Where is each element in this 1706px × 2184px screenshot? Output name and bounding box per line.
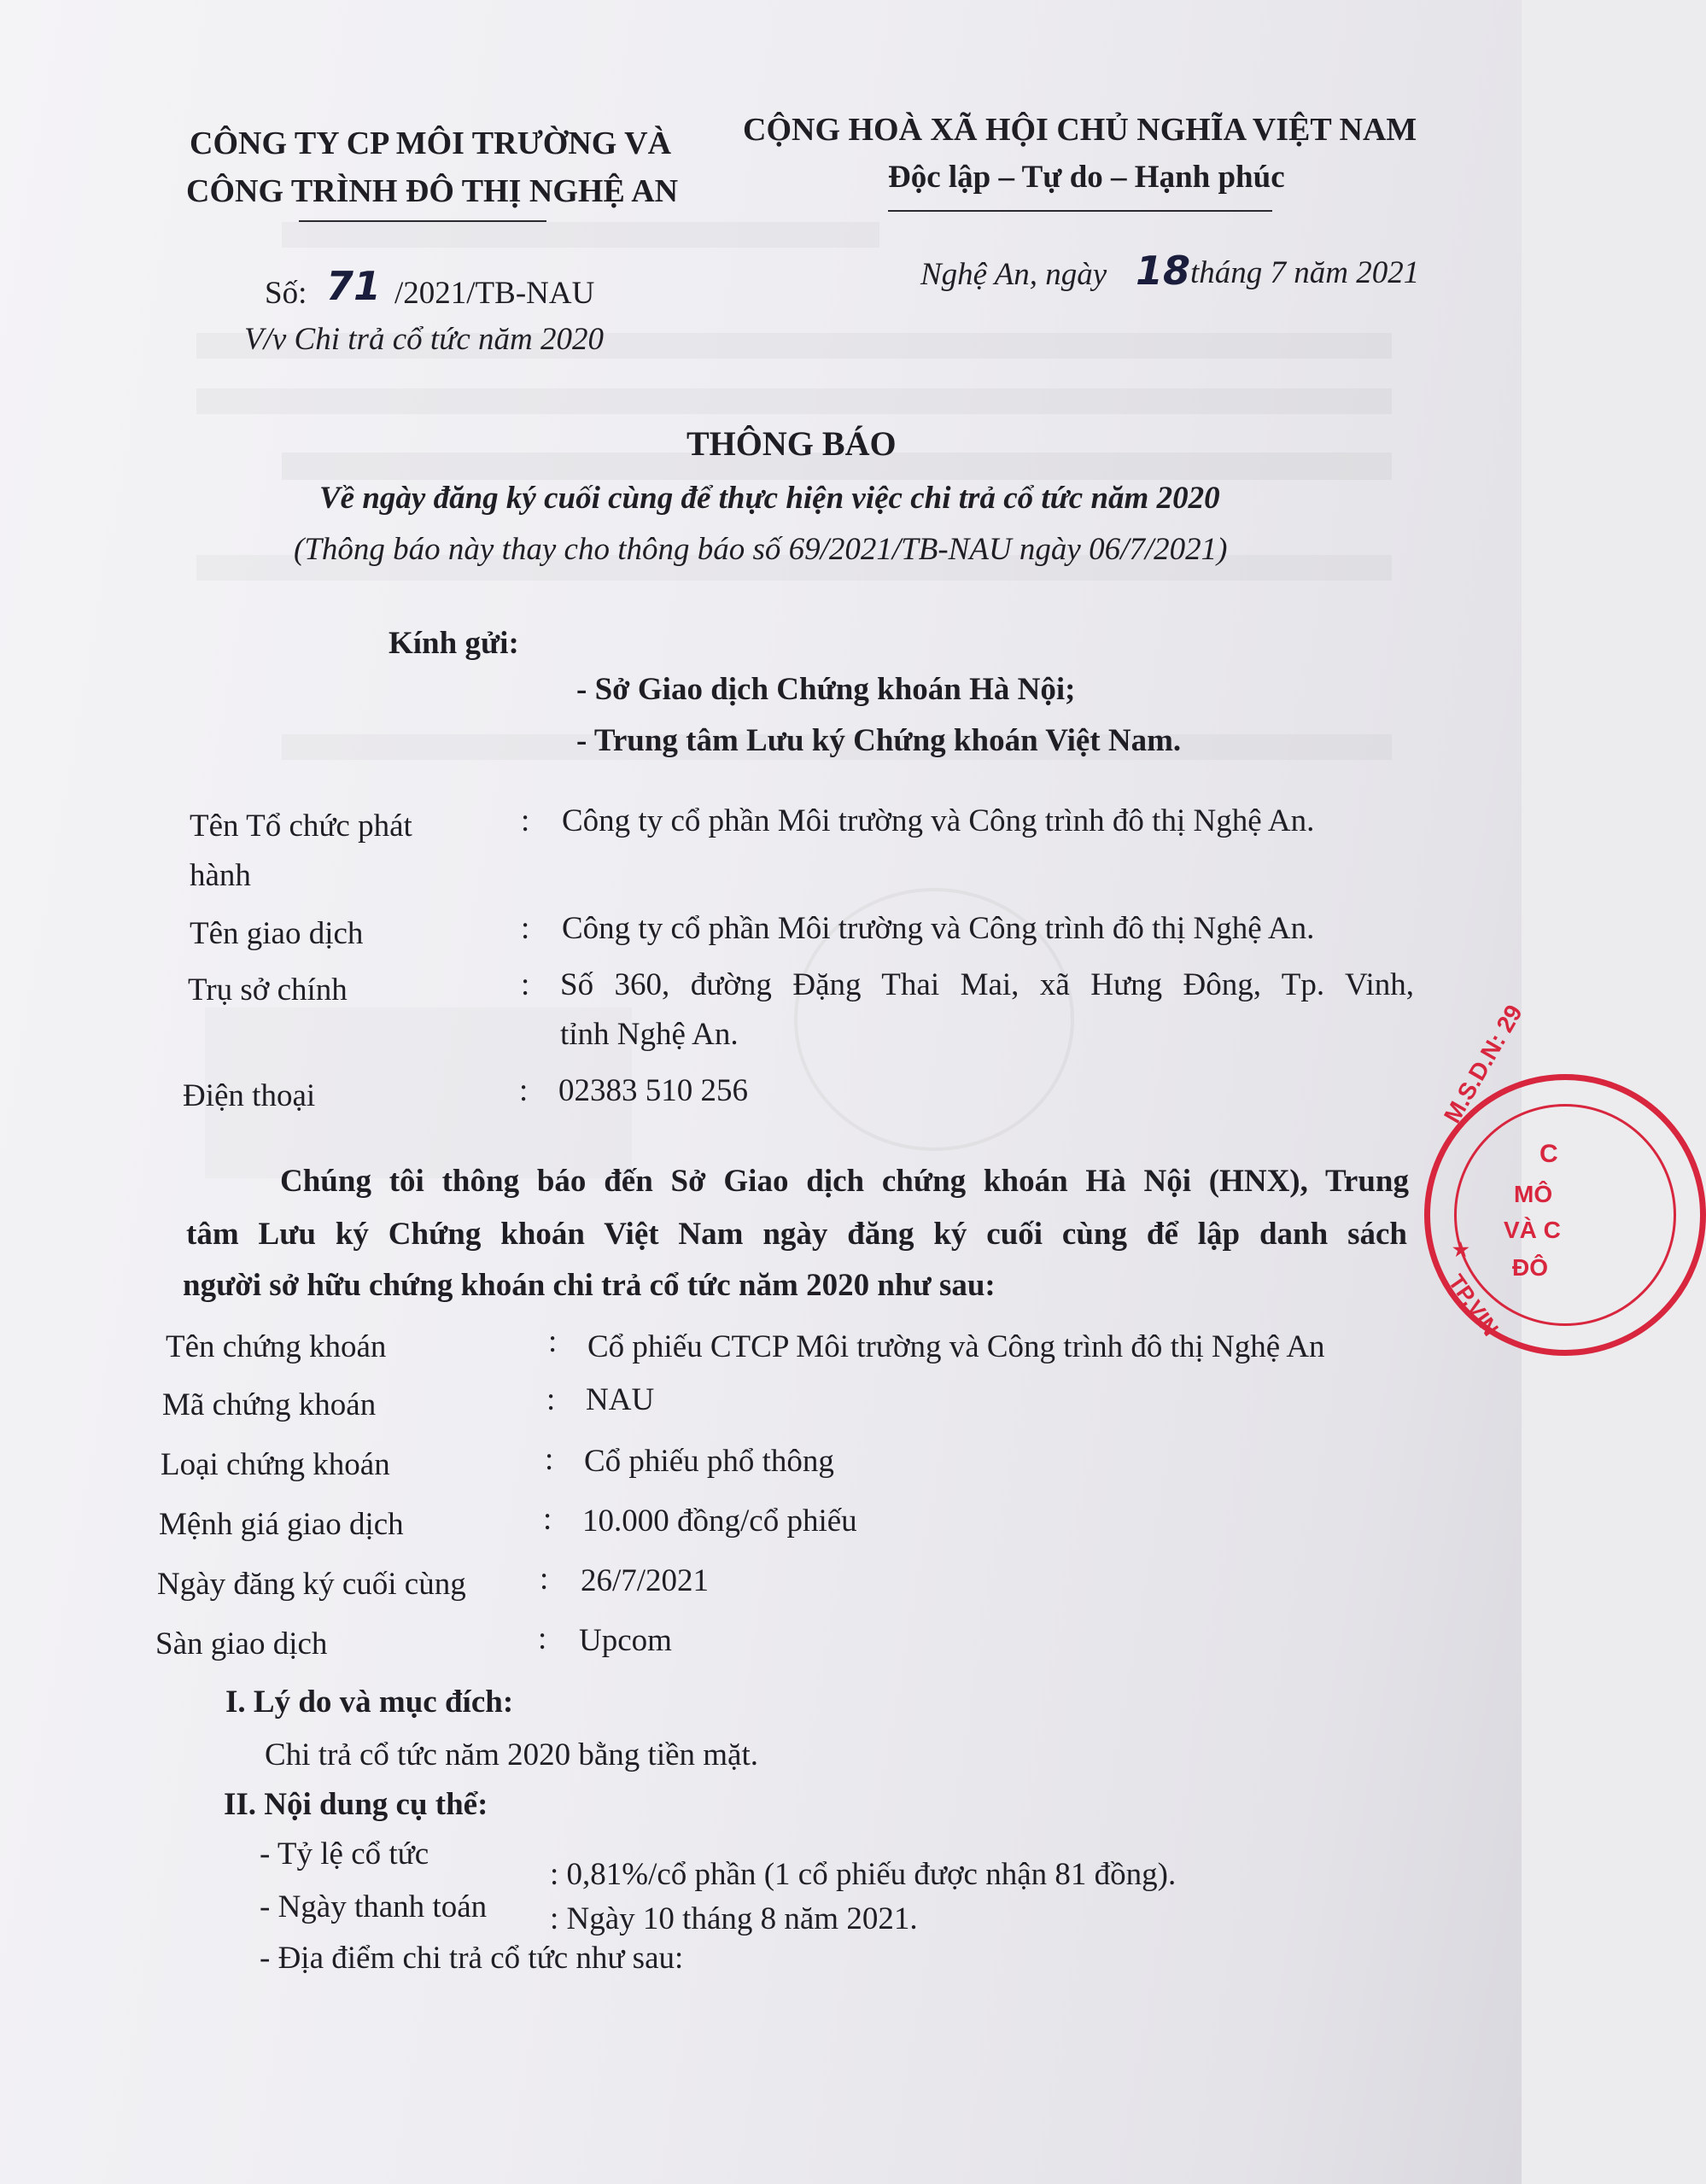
doc-number-handwritten: 71 <box>326 263 382 309</box>
doc-subject: V/v Chi trả cổ tức năm 2020 <box>244 322 604 357</box>
security-value: NAU <box>586 1382 655 1417</box>
info-label: hành <box>190 858 251 893</box>
company-stamp <box>1424 1000 1706 1356</box>
info-value: 02383 510 256 <box>558 1073 748 1108</box>
security-label: Mã chứng khoán <box>162 1387 377 1422</box>
security-colon: : <box>538 1621 547 1656</box>
document-title: THÔNG BÁO <box>686 424 897 463</box>
stamp-inner-ring <box>1454 1104 1676 1326</box>
security-value: Cổ phiếu phổ thông <box>584 1444 834 1479</box>
info-value: tỉnh Nghệ An. <box>560 1017 739 1052</box>
intro-line: người sở hữu chứng khoán chi trả cổ tức năm 2020 như sau: <box>183 1268 996 1303</box>
stamp-center-text: MÔ <box>1514 1181 1553 1207</box>
document-note: (Thông báo này thay cho thông báo số 69/2021/TB-NAU ngày 06/7/2021) <box>294 532 1228 567</box>
security-colon: : <box>543 1502 552 1537</box>
info-label: Trụ sở chính <box>188 972 348 1007</box>
stamp-center-text: VÀ C <box>1504 1217 1561 1243</box>
stamp-center-text: C <box>1539 1140 1558 1168</box>
security-label: Mệnh giá giao dịch <box>159 1507 404 1542</box>
security-label: Tên chứng khoán <box>166 1329 387 1364</box>
stamp-bottom-text: TP.VIN <box>1443 1270 1504 1341</box>
intro-line: Chúng tôi thông báo đến Sở Giao dịch chứng khoán Hà Nội (HNX), Trung <box>280 1164 1409 1199</box>
security-value: Upcom <box>579 1623 672 1658</box>
intro-line: tâm Lưu ký Chứng khoán Việt Nam ngày đăng ký cuối cùng để lập danh sách <box>186 1217 1407 1252</box>
stamp-center-text: ĐÔ <box>1512 1254 1548 1281</box>
date-day-handwritten: 18 <box>1136 248 1191 294</box>
info-colon: : <box>519 1073 529 1108</box>
header-underline-right <box>888 210 1272 212</box>
company-name-line1: CÔNG TY CP MÔI TRƯỜNG VÀ <box>190 126 672 161</box>
security-colon: : <box>540 1562 549 1597</box>
security-colon: : <box>546 1382 556 1417</box>
detail-value: : Ngày 10 tháng 8 năm 2021. <box>550 1901 918 1936</box>
section-heading: II. Nội dung cụ thể: <box>224 1787 488 1822</box>
header-underline-left <box>299 220 546 222</box>
info-value: Công ty cổ phần Môi trường và Công trình đô thị Nghệ An. <box>562 803 1315 838</box>
recipient-item: - Sở Giao dịch Chứng khoán Hà Nội; <box>576 672 1076 707</box>
doc-number-suffix: /2021/TB-NAU <box>394 276 595 311</box>
security-label: Sàn giao dịch <box>155 1626 328 1661</box>
security-value: Cổ phiếu CTCP Môi trường và Công trình đô thị Nghệ An <box>587 1329 1325 1364</box>
company-name-line2: CÔNG TRÌNH ĐÔ THỊ NGHỆ AN <box>186 173 679 209</box>
security-label: Loại chứng khoán <box>161 1447 390 1482</box>
doc-number-label: Số: <box>265 276 307 311</box>
document-subtitle: Về ngày đăng ký cuối cùng để thực hiện việc chi trả cổ tức năm 2020 <box>319 481 1220 516</box>
info-label: Tên Tổ chức phát <box>190 809 412 844</box>
recipient-item: - Trung tâm Lưu ký Chứng khoán Việt Nam. <box>576 723 1182 758</box>
security-value: 26/7/2021 <box>581 1563 710 1598</box>
national-motto: Độc lập – Tự do – Hạnh phúc <box>888 160 1285 195</box>
info-colon: : <box>521 967 530 1002</box>
recipients-label: Kính gửi: <box>389 626 519 661</box>
info-value: Số 360, đường Đặng Thai Mai, xã Hưng Đông, Tp. Vinh, <box>560 967 1414 1002</box>
place-date-prefix: Nghệ An, ngày <box>920 257 1107 292</box>
detail-label: - Địa điểm chi trả cổ tức như sau: <box>260 1941 684 1976</box>
place-date-suffix: tháng 7 năm 2021 <box>1190 255 1420 290</box>
detail-value: : 0,81%/cổ phần (1 cổ phiếu được nhận 81 đồng). <box>550 1857 1177 1892</box>
info-value: Công ty cổ phần Môi trường và Công trình đô thị Nghệ An. <box>562 911 1315 946</box>
section-heading: I. Lý do và mục đích: <box>225 1685 514 1720</box>
info-label: Điện thoại <box>183 1078 316 1113</box>
stamp-ring-text: M.S.D.N: 29 <box>1439 1000 1528 1128</box>
security-value: 10.000 đồng/cổ phiếu <box>582 1504 857 1539</box>
section-text: Chi trả cổ tức năm 2020 bằng tiền mặt. <box>265 1737 758 1772</box>
info-label: Tên giao dịch <box>190 916 364 951</box>
country-name: CỘNG HOÀ XÃ HỘI CHỦ NGHĨA VIỆT NAM <box>743 112 1417 148</box>
security-colon: : <box>545 1442 554 1477</box>
info-colon: : <box>521 911 530 946</box>
security-colon: : <box>548 1324 558 1359</box>
show-through-line <box>282 222 879 248</box>
show-through-line <box>196 388 1392 414</box>
security-label: Ngày đăng ký cuối cùng <box>157 1567 466 1602</box>
info-colon: : <box>521 803 530 838</box>
detail-label: - Ngày thanh toán <box>260 1889 488 1924</box>
star-icon: ★ <box>1452 1239 1469 1260</box>
detail-label: - Tỷ lệ cổ tức <box>260 1837 429 1872</box>
